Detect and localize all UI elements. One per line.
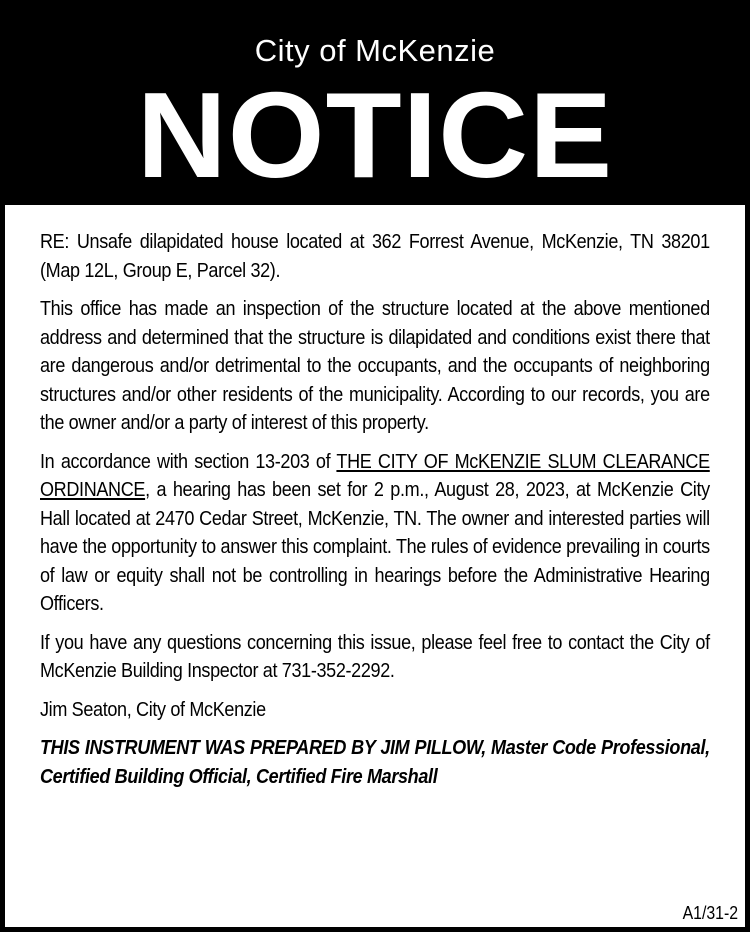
inspection-paragraph: This office has made an inspection of the structure located at the above mentioned address and determined that the structure is dilapidated and conditions exist there that are dangerous and/or detrimental to the occupants, and the occupants of neighboring structures and/or other residents of the municipality. According to our records, you are the owner and/or a party of interest of this property. (40, 297, 710, 434)
prepared-by: THIS INSTRUMENT WAS PREPARED BY JIM PILLOW, Master Code Professional, Certified Building Official, Certified Fire Marshall (40, 736, 710, 788)
ordinance-name: THE CITY OF McKENZIE SLUM CLEARANCE ORDINANCE (40, 449, 710, 501)
re-paragraph: RE: Unsafe dilapidated house located at 362 Forrest Avenue, McKenzie, TN 38201 (Map 12L, Group E, Parcel 32). (40, 230, 710, 282)
hearing-details: , a hearing has been set for 2 p.m., August 28, 2023, at McKenzie City Hall located at 2470 Cedar Street, McKenzie, TN. The owner and interested parties will have the opportunity to answer this complaint. The rules of evidence prevailing in courts of law or equity shall not be controlling in hearings before the Administrative Hearing Officers. (40, 478, 710, 615)
hearing-intro: In accordance with section 13-203 of (40, 449, 337, 473)
contact-paragraph: If you have any questions concerning this issue, please feel free to contact the City of McKenzie Building Inspector at 731-352-2292. (40, 630, 710, 682)
city-name: City of McKenzie (254, 33, 496, 68)
notice-header (0, 0, 750, 205)
ad-reference-code: A1/31-2 (682, 903, 738, 923)
hearing-paragraph (40, 448, 710, 619)
notice-body (40, 228, 710, 801)
signature: Jim Seaton, City of McKenzie (40, 697, 266, 721)
notice-title: NOTICE (136, 67, 614, 203)
